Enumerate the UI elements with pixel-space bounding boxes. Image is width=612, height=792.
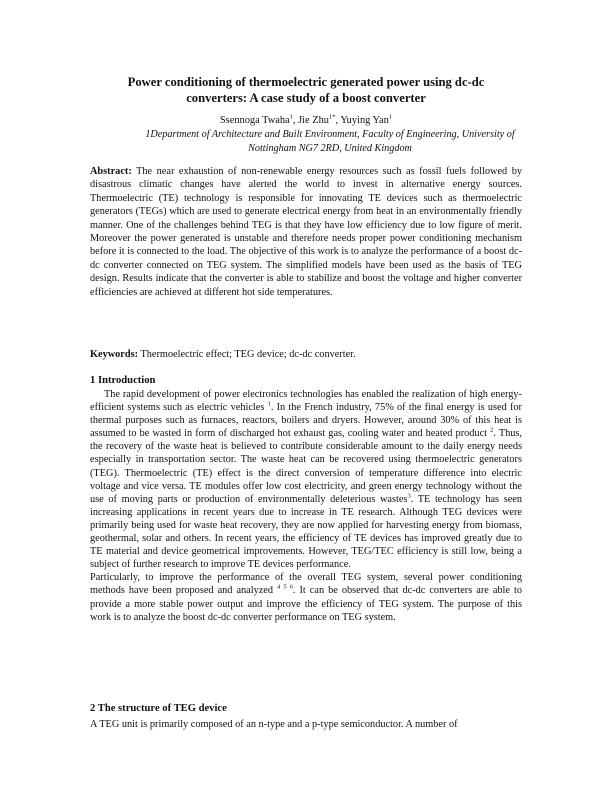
text-run: . Thus, the recovery of the waste heat is believed to contribute considerable amount to the daily energy needs especially in transportation sector. The waste heat can be recovered using thermoelectric generators (TEG). Thermoelectric (TE) effect is the direct conversion of temperature difference into electric voltage and vice versa. TE modules offer low cost electricity, and green energy technology without the use of moving parts or production of environmentally deleterious wastes (90, 428, 522, 505)
structure-body: A TEG unit is primarily composed of an n-type and a p-type semiconductor. A number of (90, 719, 458, 730)
affiliation-line-2: Nottingham NG7 2RD, United Kingdom (248, 143, 412, 154)
paragraph (90, 571, 522, 623)
abstract-label: Abstract: (90, 166, 132, 177)
author-affiliation-mark: 1 (289, 113, 293, 121)
keywords (90, 348, 522, 361)
citation-mark: 4 5 6 (277, 583, 293, 591)
abstract (90, 165, 522, 299)
author-name: Ssennoga Twaha (219, 115, 290, 126)
text-run: . In the French industry, 75% of the final energy is used for thermal purposes such as furnaces, reactors, boilers and dryers. However, around 30% of this heat is assumed to be wasted in form of discharged hot exhaust gas, cooling water and heated product (90, 402, 522, 440)
text-run: . TE technology has seen increasing applications in recent years due to increase in TE research. Although TEG devices were primarily being used for waste heat recovery, they are now applied for harvesting energy from biomass, geothermal, solar and others. In recent years, the efficiency of TE devices has improved greatly due to TE material and device geometrical improvements. However, TEG/TEC efficiency is still low, being a subject of further research to improve TE devices performance. (90, 493, 522, 571)
paragraph (90, 388, 522, 571)
text-run: . It can be observed that dc-dc converters are able to provide a more stable power output and improve the efficiency of TEG system. The purpose of this work is to analyze the boost dc-dc converter performance on TEG system. (90, 585, 522, 623)
paper-title (80, 74, 532, 106)
affiliation (130, 128, 530, 156)
citation-mark: 2 (490, 426, 494, 434)
citation-mark: 1 (267, 400, 271, 408)
author-affiliation-mark: 1* (329, 113, 336, 121)
keywords-label: Keywords: (90, 349, 139, 360)
abstract-text: The near exhaustion of non-renewable energy resources such as fossil fuels followed by disastrous climatic changes have alerted the world to invest in alternative energy sources. Thermoelectric (TE) technology is responsible for innovating TE devices such as thermoelectric generators (TEGs) which are used to generate electrical energy from heat in an environmentally friendly manner. One of the challenges behind TEG is that they have low efficiency due to low figure of merit. Moreover the power generated is unstable and therefore needs proper power conditioning mechanism before it is connected to the load. The objective of this work is to analyze the performance of a boost dc-dc converter connected on TEG system. The simplified models have been used as the basis of TEG design. Results indicate that the converter is able to stabilize and boost the voltage and higher converter efficiencies are achieved at different hot side temperatures. (90, 166, 523, 298)
author-name: Yuying Yan (340, 115, 389, 126)
text-run: Particularly, to improve the performance of the overall TEG system, several power conditioning methods have been proposed and analyzed (90, 572, 522, 597)
keywords-text: Thermoelectric effect; TEG device; dc-dc converter. (140, 349, 356, 360)
section-heading-introduction: 1 Introduction (90, 375, 156, 386)
section-heading-structure: 2 The structure of TEG device (90, 703, 227, 714)
author-affiliation-mark: 1 (388, 113, 393, 121)
title-line-1: Power conditioning of thermoelectric generated power using dc-dc (127, 75, 485, 89)
affiliation-line-1: 1Department of Architecture and Built Environment, Faculty of Engineering, University of (145, 129, 515, 140)
author-name: Jie Zhu (298, 115, 330, 126)
introduction-body (90, 388, 522, 624)
title-line-2: converters: A case study of a boost converter (186, 91, 426, 105)
text-run: The rapid development of power electronics technologies has enabled the realization of high energy-efficient systems such as electric vehicles (90, 389, 522, 414)
citation-mark: 3 (407, 492, 411, 500)
author-list: Ssennoga Twaha$^1$, Jie Zhu$^{1*}$, Yuying Yan$^1$ (219, 113, 393, 126)
